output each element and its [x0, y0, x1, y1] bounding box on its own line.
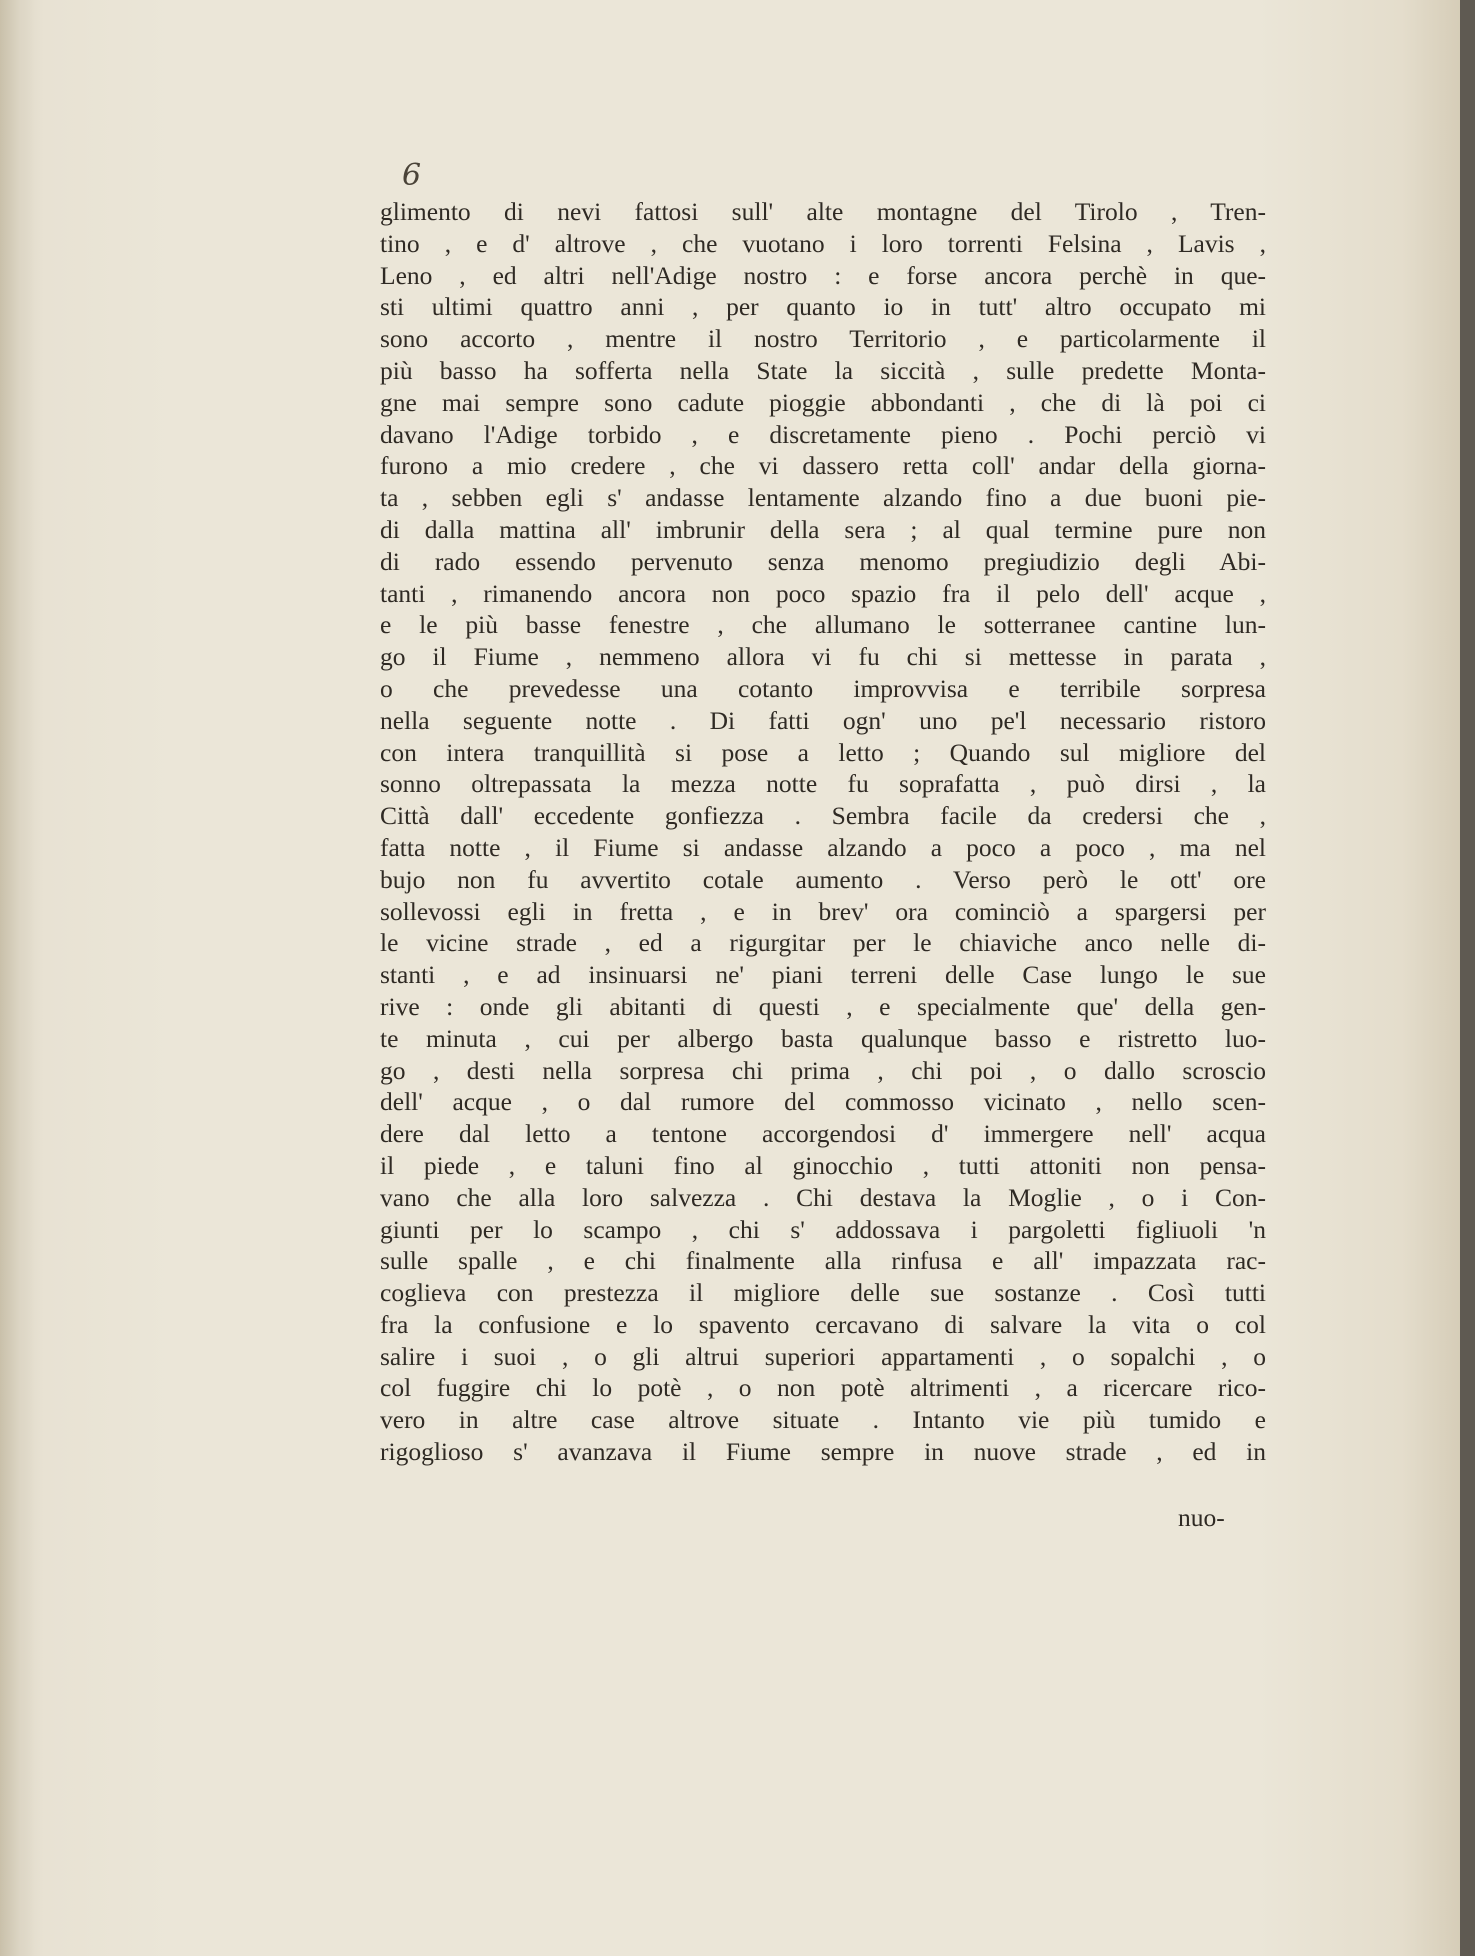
text-line: ta , sebben egli s' andasse lentamente alzando fino a due buoni pie- [380, 483, 1266, 513]
page-gutter [0, 0, 34, 1956]
text-line: dell' acque , o dal rumore del commosso vicinato , nello scen- [380, 1087, 1266, 1117]
text-line: sollevossi egli in fretta , e in brev' ora cominciò a spargersi per [380, 896, 1266, 926]
text-line: rigoglioso s' avanzava il Fiume sempre in nuove strade , ed in [380, 1437, 1266, 1467]
text-line: e le più basse fenestre , che allumano le sotterranee cantine lun- [380, 610, 1266, 640]
text-line: te minuta , cui per albergo basta qualunque basso e ristretto luo- [380, 1023, 1266, 1053]
text-line: fra la confusione e lo spavento cercavano di salvare la vita o col [380, 1309, 1266, 1339]
text-line: Città dall' eccedente gonfiezza . Sembra facile da credersi che , [380, 801, 1266, 831]
text-line: il piede , e taluni fino al ginocchio , tutti attoniti non pensa- [380, 1150, 1266, 1180]
text-line: coglieva con prestezza il migliore delle sue sostanze . Così tutti [380, 1278, 1266, 1308]
text-line: go , desti nella sorpresa chi prima , chi poi , o dallo scroscio [380, 1055, 1266, 1085]
text-line: tanti , rimanendo ancora non poco spazio fra il pelo dell' acque , [380, 578, 1266, 608]
text-line: Leno , ed altri nell'Adige nostro : e forse ancora perchè in que- [380, 260, 1266, 290]
text-line: con intera tranquillità si pose a letto ; Quando sul migliore del [380, 737, 1266, 767]
text-line: vano che alla loro salvezza . Chi destava la Moglie , o i Con- [380, 1182, 1266, 1212]
text-line: vero in altre case altrove situate . Intanto vie più tumido e [380, 1405, 1266, 1435]
text-line: rive : onde gli abitanti di questi , e specialmente que' della gen- [380, 991, 1266, 1021]
text-line: sti ultimi quattro anni , per quanto io in tutt' altro occupato mi [380, 292, 1266, 322]
text-line: salire i suoi , o gli altrui superiori appartamenti , o sopalchi , o [380, 1341, 1266, 1371]
text-line: dere dal letto a tentone accorgendosi d' immergere nell' acqua [380, 1119, 1266, 1149]
body-text [380, 196, 1266, 1468]
text-line: glimento di nevi fattosi sull' alte montagne del Tirolo , Tren- [380, 197, 1266, 226]
text-line: di rado essendo pervenuto senza menomo pregiudizio degli Abi- [380, 546, 1266, 576]
text-line: gne mai sempre sono cadute pioggie abbondanti , che di là poi ci [380, 387, 1266, 417]
text-line: o che prevedesse una cotanto improvvisa e terribile sorpresa [380, 673, 1266, 703]
catchword: nuo- [1178, 1503, 1225, 1532]
text-line: bujo non fu avvertito cotale aumento . Verso però le ott' ore [380, 864, 1266, 894]
text-line: le vicine strade , ed a rigurgitar per le chiaviche anco nelle di- [380, 928, 1266, 958]
text-line: davano l'Adige torbido , e discretamente pieno . Pochi perciò vi [380, 419, 1266, 449]
text-line: giunti per lo scampo , chi s' addossava i pargoletti figliuoli 'n [380, 1214, 1266, 1244]
text-line: stanti , e ad insinuarsi ne' piani terreni delle Case lungo le sue [380, 960, 1266, 990]
text-line: sulle spalle , e chi finalmente alla rinfusa e all' impazzata rac- [380, 1246, 1266, 1276]
text-line: sono accorto , mentre il nostro Territorio , e particolarmente il [380, 324, 1266, 354]
text-line: tino , e d' altrove , che vuotano i loro torrenti Felsina , Lavis , [380, 228, 1266, 258]
text-line: fatta notte , il Fiume si andasse alzando a poco a poco , ma nel [380, 832, 1266, 862]
text-line: più basso ha sofferta nella State la siccità , sulle predette Monta- [380, 355, 1266, 385]
text-line: di dalla mattina all' imbrunir della sera ; al qual termine pure non [380, 514, 1266, 544]
text-line: nella seguente notte . Di fatti ogn' uno pe'l necessario ristoro [380, 705, 1266, 735]
text-line: col fuggire chi lo potè , o non potè altrimenti , a ricercare rico- [380, 1373, 1266, 1403]
text-line: furono a mio credere , che vi dassero retta coll' andar della giorna- [380, 451, 1266, 481]
text-line: sonno oltrepassata la mezza notte fu soprafatta , può dirsi , la [380, 769, 1266, 799]
text-line: go il Fiume , nemmeno allora vi fu chi si mettesse in parata , [380, 642, 1266, 672]
page-number: 6 [402, 158, 422, 193]
